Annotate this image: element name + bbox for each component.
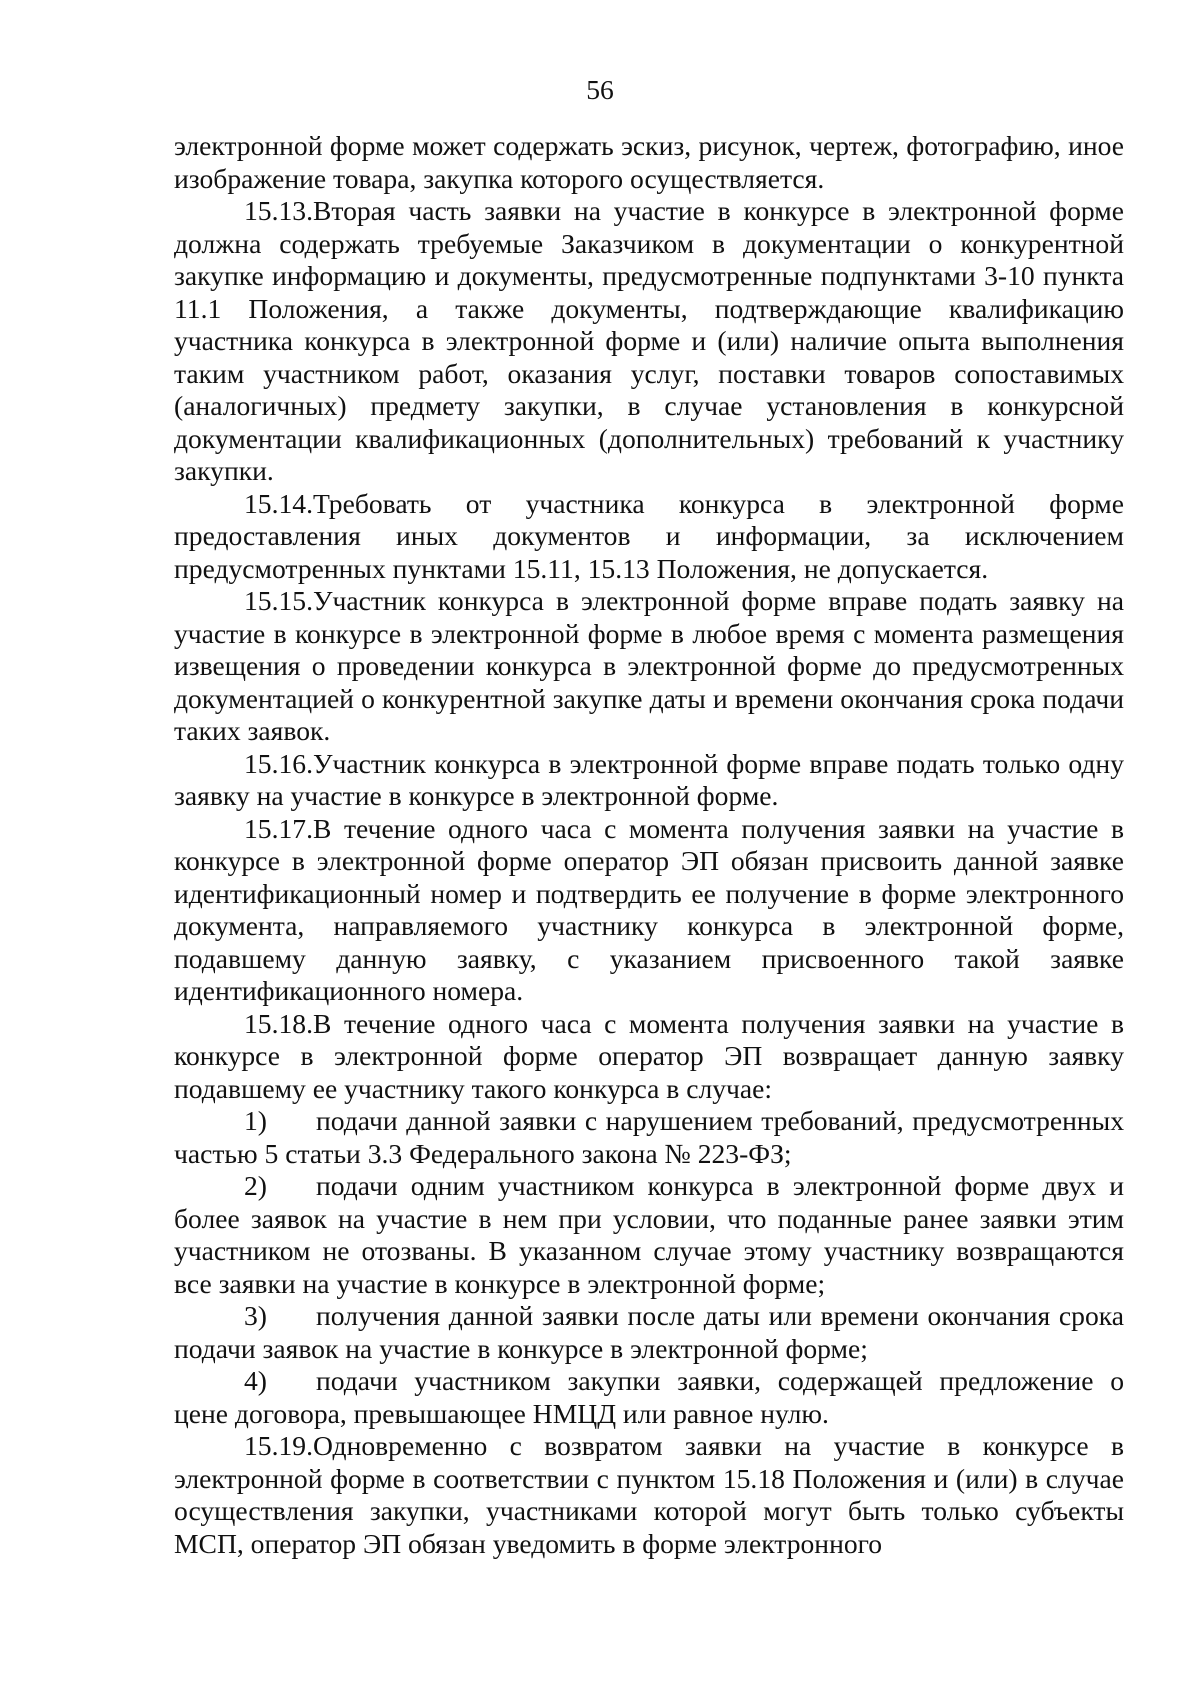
- list-item-text: подачи участником закупки заявки, содержащей предложение о цене договора, превышающее НМЦД или равное нулю.: [174, 1365, 1124, 1429]
- list-item: [174, 1300, 1124, 1365]
- list-item-number: 2): [244, 1170, 267, 1201]
- list-item: [174, 1365, 1124, 1430]
- document-body: [174, 130, 1124, 1560]
- page-number: 56: [586, 74, 614, 105]
- paragraph-15-14: 15.14.Требовать от участника конкурса в электронной форме предоставления иных документов и информации, за исключением предусмотренных пунктами 15.11, 15.13 Положения, не допускается.: [174, 487, 1124, 584]
- list-item: [174, 1105, 1124, 1170]
- paragraph-15-16: 15.16.Участник конкурса в электронной форме вправе подать только одну заявку на участие в конкурсе в электронной форме.: [174, 747, 1124, 811]
- list-item-number: 4): [244, 1365, 267, 1396]
- list-item-number: 1): [244, 1105, 267, 1136]
- list-item: [174, 1170, 1124, 1300]
- list-item-text: получения данной заявки после даты или времени окончания срока подачи заявок на участие в конкурсе в электронной форме;: [174, 1300, 1124, 1364]
- paragraph-15-17: 15.17.В течение одного часа с момента получения заявки на участие в конкурсе в электронной форме оператор ЭП обязан присвоить данной заявке идентификационный номер и подтвердить ее получение в форме электронного документа, направляемого участнику конкурса в электронной форме, подавшему данную заявку, с указанием присвоенного такой заявке идентификационного номера.: [174, 812, 1124, 1006]
- paragraph-15-18: 15.18.В течение одного часа с момента получения заявки на участие в конкурсе в электронной форме оператор ЭП возвращает данную заявку подавшему ее участнику такого конкурса в случае:: [174, 1007, 1124, 1104]
- paragraph-15-15: 15.15.Участник конкурса в электронной форме вправе подать заявку на участие в конкурсе в электронной форме в любое время с момента размещения извещения о проведении конкурса в электронной форме до предусмотренных документацией о конкурентной закупке даты и времени окончания срока подачи таких заявок.: [174, 585, 1124, 746]
- list-item-text: подачи данной заявки с нарушением требований, предусмотренных частью 5 статьи 3.3 Федерального закона № 223-ФЗ;: [174, 1105, 1124, 1169]
- list-item-text: подачи одним участником конкурса в электронной форме двух и более заявок на участие в нем при условии, что поданные ранее заявки этим участником не отозваны. В указанном случае этому участнику возвращаются все заявки на участие в конкурсе в электронной форме;: [174, 1170, 1124, 1299]
- paragraph-15-19: 15.19.Одновременно с возвратом заявки на участие в конкурсе в электронной форме в соответствии с пунктом 15.18 Положения и (или) в случае осуществления закупки, участниками которой могут быть только субъекты МСП, оператор ЭП обязан уведомить в форме электронного: [174, 1430, 1124, 1559]
- list-item-number: 3): [244, 1300, 267, 1331]
- paragraph-15-13: 15.13.Вторая часть заявки на участие в конкурсе в электронной форме должна содержать требуемые Заказчиком в документации о конкурентной закупке информацию и документы, предусмотренные подпунктами 3-10 пункта 11.1 Положения, а также документы, подтверждающие квалификацию участника конкурса в электронной форме и (или) наличие опыта выполнения таким участником работ, оказания услуг, поставки товаров сопоставимых (аналогичных) предмету закупки, в случае установления в конкурсной документации квалификационных (дополнительных) требований к участнику закупки.: [174, 195, 1124, 486]
- paragraph-continuation: электронной форме может содержать эскиз, рисунок, чертеж, фотографию, иное изображение товара, закупка которого осуществляется.: [174, 130, 1124, 194]
